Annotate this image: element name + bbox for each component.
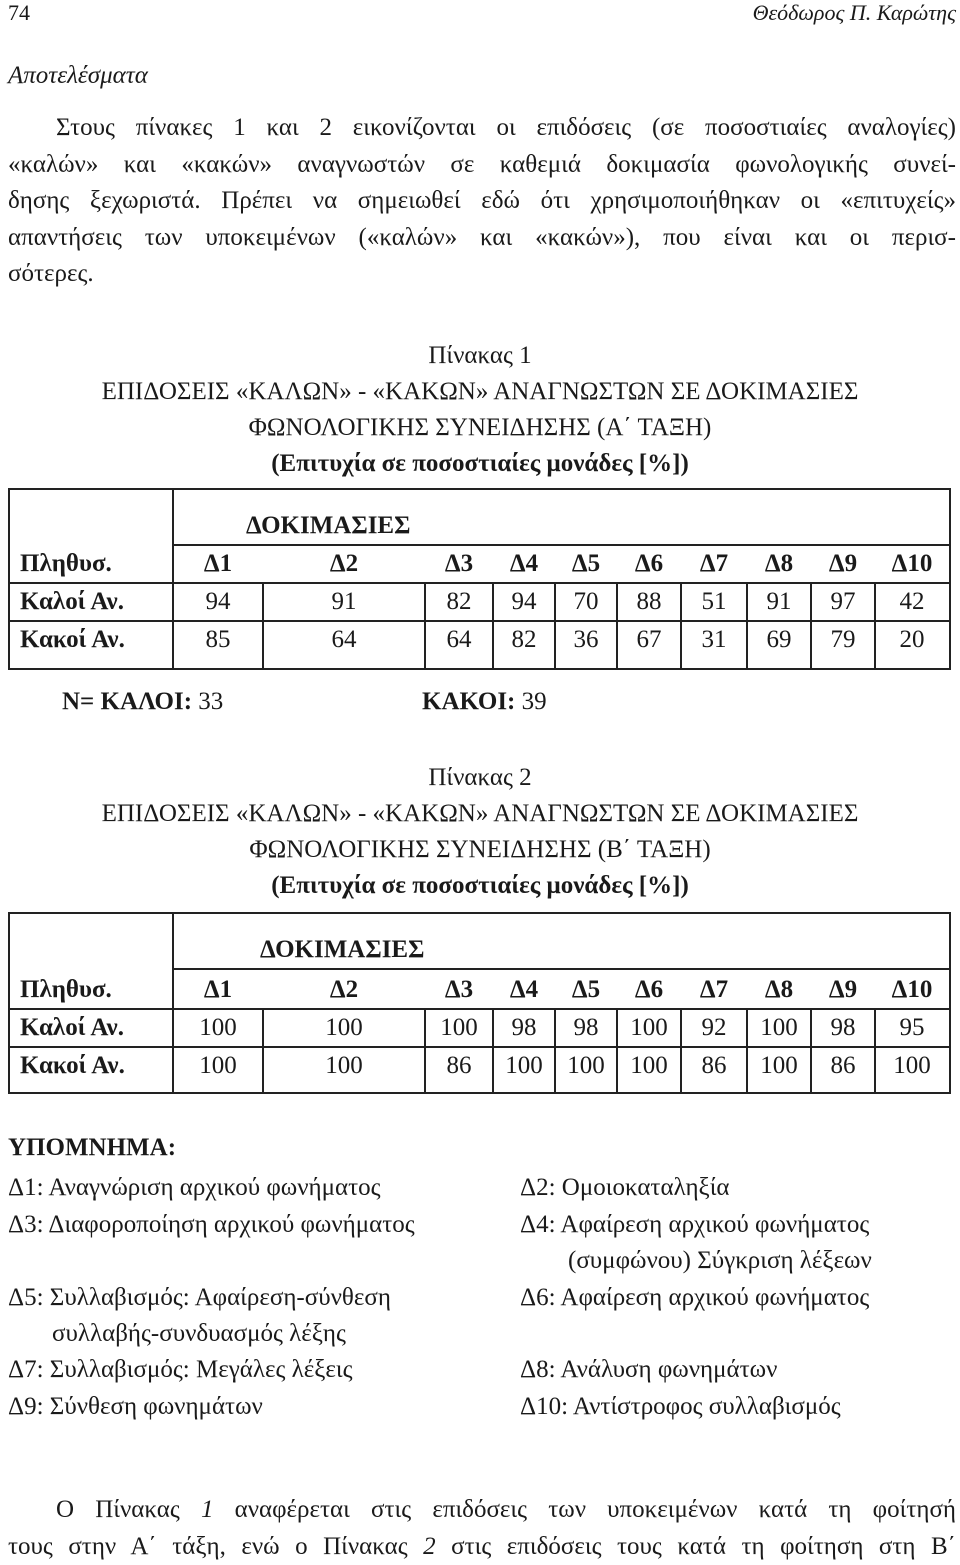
closing-paragraph: [8, 1492, 956, 1565]
table1-divider: [746, 582, 748, 668]
table-cell: 82: [494, 622, 554, 658]
table-cell: 42: [876, 584, 948, 620]
table1-col-d3: Δ3: [426, 546, 492, 582]
table1-col-d5: Δ5: [556, 546, 616, 582]
intro-line: σότερες.: [8, 256, 956, 293]
table2-col-d10: Δ10: [876, 972, 948, 1008]
legend-item-d6: Δ6: Αφαίρεση αρχικού φωνήματος: [520, 1280, 869, 1316]
closing-line: [8, 1492, 956, 1529]
legend-item-d5: Δ5: Συλλαβισμός: Αφαίρεση-σύνθεση: [8, 1280, 391, 1316]
table-cell: 64: [426, 622, 492, 658]
table2-group-header: ΔΟΚΙΜΑΣΙΕΣ: [260, 932, 424, 968]
legend-item-d4-cont: (συμφώνου) Σύγκριση λέξεων: [568, 1243, 872, 1279]
legend-item-d9: Δ9: Σύνθεση φωνημάτων: [8, 1389, 263, 1425]
table-cell: 86: [682, 1048, 746, 1084]
n-good-label: Ν= ΚΑΛΟΙ:: [62, 688, 192, 715]
table1-col-d8: Δ8: [748, 546, 810, 582]
table1-subtitle: (Επιτυχία σε ποσοστιαίες μονάδες [%]): [0, 446, 960, 482]
intro-line: δησης ξεχωριστά. Πρέπει να σημειωθεί εδώ ότι χρησιμοποιήθηκαν οι «επιτυχείς»: [8, 183, 956, 220]
table-cell: 85: [174, 622, 262, 658]
table1-col-pop: Πληθυσ.: [20, 546, 112, 582]
table2-col-d3: Δ3: [426, 972, 492, 1008]
table2-subtitle: (Επιτυχία σε ποσοστιαίες μονάδες [%]): [0, 868, 960, 904]
table-cell: 67: [618, 622, 680, 658]
table1-divider: [810, 582, 812, 668]
table1-group-header: ΔΟΚΙΜΑΣΙΕΣ: [246, 508, 410, 544]
table1-row-label: Καλοί Αν.: [20, 584, 124, 620]
table-row: [10, 584, 949, 620]
closing-line: [8, 1529, 956, 1565]
table2: [8, 912, 951, 1094]
table2-col-d6: Δ6: [618, 972, 680, 1008]
n-bad-label: ΚΑΚΟΙ:: [422, 688, 515, 715]
intro-line: απαντήσεις των υποκειμένων («καλών» και «κακών»), που είναι και οι περισ-: [8, 220, 956, 257]
table-cell: 98: [494, 1010, 554, 1046]
table-cell: 91: [748, 584, 810, 620]
table-cell: 100: [618, 1010, 680, 1046]
table-cell: 94: [494, 584, 554, 620]
table-cell: 100: [174, 1048, 262, 1084]
legend-item-d8: Δ8: Ανάλυση φωνημάτων: [520, 1352, 777, 1388]
table-cell: 100: [556, 1048, 616, 1084]
table-cell: 98: [812, 1010, 874, 1046]
table1-divider: [616, 582, 618, 668]
table-row: [10, 622, 949, 658]
legend-item-d10: Δ10: Αντίστροφος συλλαβισμός: [520, 1389, 841, 1425]
table-ref: 1: [201, 1496, 214, 1523]
table2-divider: [424, 1008, 426, 1092]
table-cell: 100: [264, 1010, 424, 1046]
closing-text: στις επιδόσεις τους κατά τη φοίτηση στη Β΄: [436, 1533, 956, 1560]
table-cell: 91: [264, 584, 424, 620]
table-cell: 20: [876, 622, 948, 658]
table2-row-label: Κακοί Αν.: [20, 1048, 125, 1084]
table1-col-d9: Δ9: [812, 546, 874, 582]
table-cell: 51: [682, 584, 746, 620]
table-cell: 100: [174, 1010, 262, 1046]
legend-title: ΥΠΟΜΝΗΜΑ:: [8, 1134, 176, 1162]
table1-divider: [492, 582, 494, 668]
table1-col-d1: Δ1: [174, 546, 262, 582]
table1-col-d10: Δ10: [876, 546, 948, 582]
table1-col-d6: Δ6: [618, 546, 680, 582]
table2-divider: [616, 1008, 618, 1092]
table2-col-d9: Δ9: [812, 972, 874, 1008]
table2-divider: [680, 1008, 682, 1092]
running-header-author: Θεόδωρος Π. Καρώτης: [753, 0, 956, 26]
table2-header-row: [10, 972, 949, 1008]
table-cell: 70: [556, 584, 616, 620]
table-cell: 79: [812, 622, 874, 658]
table1-sample-note-bad: [422, 684, 547, 720]
table1-title-line: ΦΩΝΟΛΟΓΙΚΗΣ ΣΥΝΕΙΔΗΣΗΣ (Α΄ ΤΑΞΗ): [0, 410, 960, 446]
table2-col-pop: Πληθυσ.: [20, 972, 112, 1008]
table2-col-d4: Δ4: [494, 972, 554, 1008]
table-cell: 98: [556, 1010, 616, 1046]
table1-divider: [554, 582, 556, 668]
table-cell: 64: [264, 622, 424, 658]
closing-text: Ο Πίνακας: [56, 1496, 201, 1523]
legend-item-d3: Δ3: Διαφοροποίηση αρχικού φωνήματος: [8, 1207, 415, 1243]
section-title: Αποτελέσματα: [8, 62, 148, 90]
table2-divider: [554, 1008, 556, 1092]
table-cell: 100: [876, 1048, 948, 1084]
table-cell: 100: [618, 1048, 680, 1084]
table-cell: 88: [618, 584, 680, 620]
table-cell: 82: [426, 584, 492, 620]
legend-item-d1: Δ1: Αναγνώριση αρχικού φωνήματος: [8, 1170, 381, 1206]
table1: [8, 488, 951, 670]
table2-header-rule: [172, 968, 949, 970]
page-number: 74: [8, 0, 30, 26]
table1-title-line: ΕΠΙΔΟΣΕΙΣ «ΚΑΛΩΝ» - «ΚΑΚΩΝ» ΑΝΑΓΝΩΣΤΩΝ ΣΕ ΔΟΚΙΜΑΣΙΕΣ: [0, 374, 960, 410]
table2-divider: [874, 1008, 876, 1092]
table2-col-d1: Δ1: [174, 972, 262, 1008]
table2-divider: [172, 914, 174, 1092]
table-cell: 100: [748, 1048, 810, 1084]
table2-title-line: ΕΠΙΔΟΣΕΙΣ «ΚΑΛΩΝ» - «ΚΑΚΩΝ» ΑΝΑΓΝΩΣΤΩΝ ΣΕ ΔΟΚΙΜΑΣΙΕΣ: [0, 796, 960, 832]
table-cell: 100: [264, 1048, 424, 1084]
table2-row-label: Καλοί Αν.: [20, 1010, 124, 1046]
intro-line: Στους πίνακες 1 και 2 εικονίζονται οι επιδόσεις (σε ποσοστιαίες αναλογίες): [8, 110, 956, 147]
table1-divider: [262, 582, 264, 668]
table-cell: 86: [812, 1048, 874, 1084]
table-cell: 31: [682, 622, 746, 658]
table1-sample-note: [62, 684, 223, 720]
legend-item-d5-cont: συλλαβής-συνδυασμός λέξης: [52, 1316, 346, 1352]
legend-item-d2: Δ2: Ομοιοκαταληξία: [520, 1170, 730, 1206]
table-cell: 86: [426, 1048, 492, 1084]
table2-col-d8: Δ8: [748, 972, 810, 1008]
intro-line: «καλών» και «κακών» αναγνωστών σε καθεμιά δοκιμασία φωνολογικής συνεί-: [8, 147, 956, 184]
table-cell: 100: [426, 1010, 492, 1046]
table2-divider: [262, 1008, 264, 1092]
table-ref: 2: [423, 1533, 436, 1560]
table1-divider: [680, 582, 682, 668]
table1-divider: [874, 582, 876, 668]
table-cell: 100: [748, 1010, 810, 1046]
table1-divider: [172, 490, 174, 668]
table2-col-d5: Δ5: [556, 972, 616, 1008]
table2-col-d2: Δ2: [264, 972, 424, 1008]
table-cell: 94: [174, 584, 262, 620]
closing-text: αναφέρεται στις επιδόσεις των υποκειμένων κατά τη φοίτησή: [213, 1496, 956, 1523]
table1-caption: [0, 338, 960, 482]
table2-divider: [746, 1008, 748, 1092]
table2-title-line: ΦΩΝΟΛΟΓΙΚΗΣ ΣΥΝΕΙΔΗΣΗΣ (Β΄ ΤΑΞΗ): [0, 832, 960, 868]
table2-col-d7: Δ7: [682, 972, 746, 1008]
table1-row-label: Κακοί Αν.: [20, 622, 125, 658]
table2-divider: [810, 1008, 812, 1092]
table1-header-row: [10, 546, 949, 582]
legend-item-d4: Δ4: Αφαίρεση αρχικού φωνήματος: [520, 1207, 869, 1243]
table1-col-d7: Δ7: [682, 546, 746, 582]
table-cell: 69: [748, 622, 810, 658]
table-row: [10, 1010, 949, 1046]
table1-divider: [424, 582, 426, 668]
table2-caption: [0, 760, 960, 904]
table-cell: 92: [682, 1010, 746, 1046]
table2-label: Πίνακας 2: [0, 760, 960, 796]
table-cell: 100: [494, 1048, 554, 1084]
table-cell: 95: [876, 1010, 948, 1046]
table-cell: 97: [812, 584, 874, 620]
n-good-value: 33: [198, 688, 223, 715]
table-cell: 36: [556, 622, 616, 658]
table1-col-d2: Δ2: [264, 546, 424, 582]
table1-label: Πίνακας 1: [0, 338, 960, 374]
intro-paragraph: [8, 110, 956, 293]
table2-divider: [492, 1008, 494, 1092]
table1-col-d4: Δ4: [494, 546, 554, 582]
legend-item-d7: Δ7: Συλλαβισμός: Μεγάλες λέξεις: [8, 1352, 353, 1388]
table-row: [10, 1048, 949, 1084]
n-bad-value: 39: [522, 688, 547, 715]
closing-text: τους στην Α΄ τάξη, ενώ ο Πίνακας: [8, 1533, 423, 1560]
